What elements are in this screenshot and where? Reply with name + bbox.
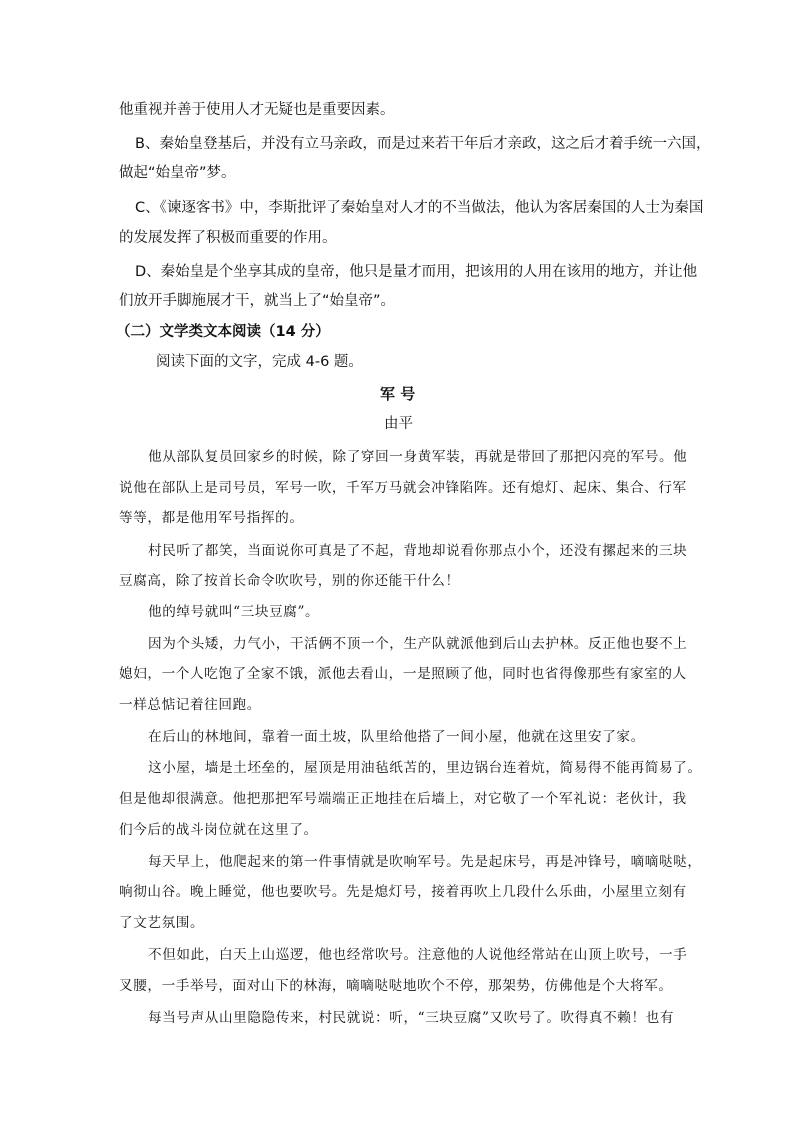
option-c-line-1: C、《谏逐客书》中，李斯批评了秦始皇对人才的不当做法，他认为客居秦国的人士为秦国 [135,200,704,216]
story-line: 媳妇，一个人吃饱了全家不饿，派他去看山，一是照顾了他，同时也省得像那些有家室的人 [119,666,687,682]
story-line: 他从部队复员回家乡的时候，除了穿回一身黄军装，再就是带回了那把闪亮的军号。他 [148,449,688,465]
option-d-line-1: D、秦始皇是个坐享其成的皇帝，他只是量才而用，把该用的人用在该用的地方，并让他 [135,264,698,280]
story-author: 由平 [384,416,413,432]
option-b-line-1: B、秦始皇登基后，并没有立马亲政，而是过来若干年后才亲政，这之后才着手统一六国， [135,136,711,152]
story-line: 不但如此，白天上山巡逻，他也经常吹号。注意他的人说他经常站在山顶上吹号，一手 [148,947,688,963]
option-c-line-2: 的发展发挥了积极而重要的作用。 [119,230,337,246]
story-line: 村民听了都笑，当面说你可真是了不起，背地却说看你那点小个，还没有摞起来的三块 [148,543,688,559]
story-line: 叉腰，一手举号，面对山下的林海，嘀嘀哒哒地吹个不停，那架势，仿佛他是个大将军。 [119,978,673,994]
story-line: 豆腐高，除了按首长命令吹吹号，别的你还能干什么！ [119,573,460,589]
option-b-line-2: 做起“始皇帝”梦。 [119,165,236,181]
story-title: 军 号 [380,385,416,403]
story-line: 他的绰号就叫“三块豆腐”。 [148,604,320,620]
section-heading: （二）文学类文本阅读（14 分） [116,324,330,340]
story-line: 每天早上，他爬起来的第一件事情就是吹响军号。先是起床号，再是冲锋号，嘀嘀哒哒， [148,854,702,870]
story-line: 们今后的战斗岗位就在这里了。 [119,822,318,838]
option-a-continuation: 他重视并善于使用人才无疑也是重要因素。 [119,102,395,118]
option-d-line-2: 们放开手脚施展才干，就当上了“始皇帝”。 [119,293,396,309]
story-line: 在后山的林地间，靠着一面土坡，队里给他搭了一间小屋，他就在这里安了家。 [148,729,645,745]
section-instruction: 阅读下面的文字，完成 4-6 题。 [156,354,363,370]
story-line: 这小屋，墙是土坯垒的，屋顶是用油毡纸苫的，里边锅台连着炕，简易得不能再简易了。 [148,760,702,776]
story-line: 但是他却很满意。他把那把军号端端正正地挂在后墙上，对它敬了一个军礼说：老伙计，我 [119,791,687,807]
story-line: 每当号声从山里隐隐传来，村民就说：听，“三块豆腐”又吹号了。吹得真不赖！也有 [148,1010,675,1026]
story-line: 响彻山谷。晚上睡觉，他也要吹号。先是熄灯号，接着再吹上几段什么乐曲，小屋里立刻有 [119,884,687,900]
story-line: 等等，都是他用军号指挥的。 [119,510,304,526]
story-line: 说他在部队上是司号员，军号一吹，千军万马就会冲锋陷阵。还有熄灯、起床、集合、行军 [119,480,687,496]
story-line: 一样总惦记着往回跑。 [119,697,261,713]
story-line: 因为个头矮，力气小，干活俩不顶一个，生产队就派他到后山去护林。反正他也娶不上 [148,636,688,652]
story-line: 了文艺氛围。 [119,915,205,931]
